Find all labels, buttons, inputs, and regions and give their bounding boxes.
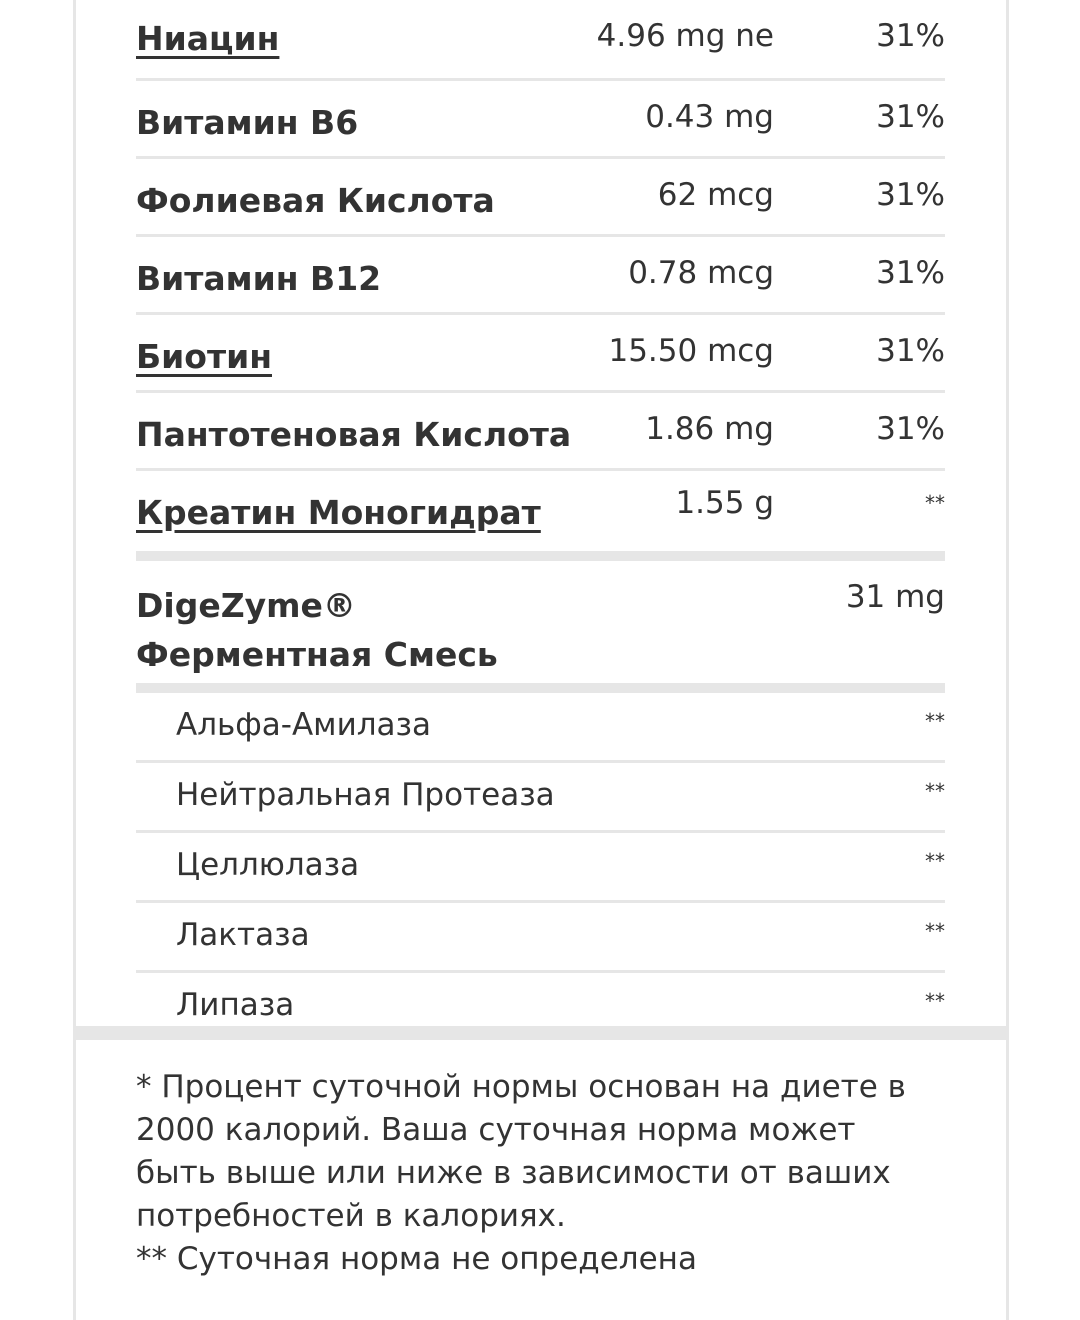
daily-value: ** <box>925 491 945 515</box>
enzyme-name: Альфа-Амилаза <box>176 707 432 743</box>
nutrient-amount: 15.50 mcg <box>608 333 774 369</box>
nutrient-table <box>136 0 945 1043</box>
daily-value: ** <box>925 709 945 733</box>
nutrient-link-creatine[interactable]: Креатин Моногидрат <box>136 493 541 532</box>
enzyme-name: Липаза <box>176 987 295 1023</box>
daily-value: 31% <box>876 411 945 447</box>
table-row <box>136 315 945 393</box>
list-item <box>136 693 945 763</box>
list-item <box>136 763 945 833</box>
nutrient-amount: 0.78 mcg <box>628 255 774 291</box>
nutrient-amount: 4.96 mg ne <box>596 18 774 54</box>
enzyme-name: Целлюлаза <box>176 847 360 883</box>
daily-value-footnote: * Процент суточной нормы основан на диете в 2000 калорий. Ваша суточная норма может быть выше или ниже в зависимости от ваших потребностей в калориях. <box>136 1069 906 1234</box>
list-item <box>136 903 945 973</box>
list-item <box>136 833 945 903</box>
enzyme-name: Лактаза <box>176 917 310 953</box>
list-item <box>136 973 945 1043</box>
table-row <box>136 81 945 159</box>
enzyme-name: Нейтральная Протеаза <box>176 777 555 813</box>
not-established-footnote: ** Суточная норма не определена <box>136 1241 697 1277</box>
nutrient-name: Фолиевая Кислота <box>136 181 495 220</box>
nutrient-link-biotin[interactable]: Биотин <box>136 337 272 376</box>
blend-name-line2: Ферментная Смесь <box>136 635 498 674</box>
daily-value: 31% <box>876 18 945 54</box>
nutrient-amount: 62 mcg <box>657 177 774 213</box>
blend-name <box>136 581 498 679</box>
table-row <box>136 237 945 315</box>
daily-value: 31% <box>876 255 945 291</box>
daily-value: 31% <box>876 177 945 213</box>
blend-amount: 31 mg <box>845 579 945 615</box>
table-row <box>136 0 945 81</box>
blend-row <box>136 561 945 683</box>
table-row <box>136 159 945 237</box>
daily-value: 31% <box>876 333 945 369</box>
daily-value: ** <box>925 779 945 803</box>
nutrient-link-niacin[interactable]: Ниацин <box>136 19 280 58</box>
section-divider <box>136 551 945 561</box>
daily-value: ** <box>925 849 945 873</box>
section-divider <box>136 683 945 693</box>
table-row <box>136 393 945 471</box>
footnote <box>136 1066 916 1281</box>
daily-value: ** <box>925 919 945 943</box>
daily-value: ** <box>925 989 945 1013</box>
nutrient-amount: 0.43 mg <box>645 99 774 135</box>
blend-name-line1: DigeZyme® <box>136 586 356 625</box>
nutrient-name: Витамин B12 <box>136 259 382 298</box>
nutrient-name: Пантотеновая Кислота <box>136 415 572 454</box>
nutrient-name: Витамин B6 <box>136 103 359 142</box>
table-row <box>136 471 945 546</box>
daily-value: 31% <box>876 99 945 135</box>
nutrient-amount: 1.86 mg <box>645 411 774 447</box>
nutrient-amount: 1.55 g <box>675 485 774 521</box>
